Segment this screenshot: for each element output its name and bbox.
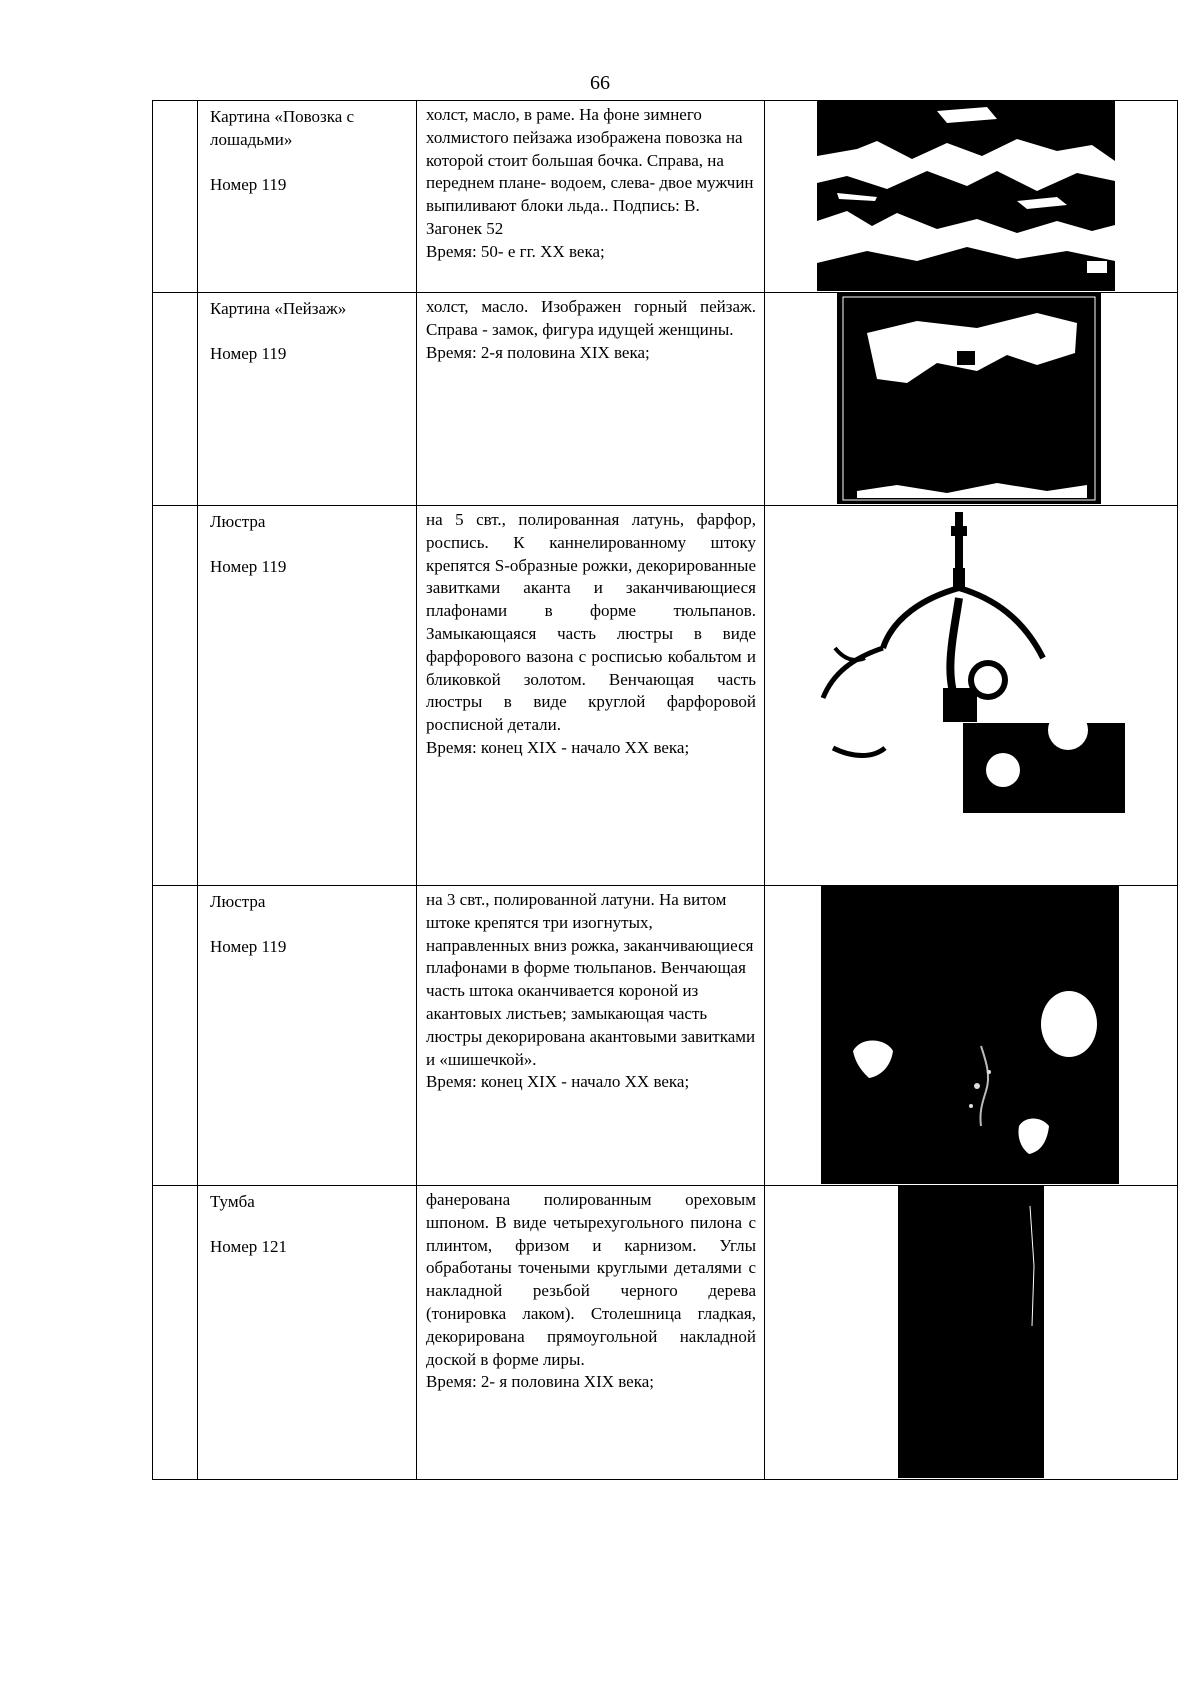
item-description-cell — [417, 1186, 765, 1480]
item-description: на 5 свт., полированная латунь, фарфор, роспись. К каннелированному штоку крепятся S-образные рожки, декорированные завитками аканта и заканчивающиеся плафонами в форме тюльпанов. Замыкающаяся часть люстры в виде фарфорового вазона с росписью кобальтом и бликовкой золотом. Венчающая часть люстры в виде круглой фарфоровой росписной детали. — [426, 510, 756, 735]
item-name-cell — [198, 886, 417, 1186]
item-photo-cell — [765, 886, 1178, 1186]
item-description: холст, масло, в раме. На фоне зимнего холмистого пейзажа изображена повозка на которой стоит большая бочка. Справа, на переднем плане- водоем, слева- двое мужчин выпиливают блоки льда.. Подпись: В. Загонек 52 — [426, 105, 754, 238]
inventory-table — [152, 100, 1178, 1480]
item-date: Время: конец XIX - начало XX века; — [426, 737, 690, 757]
item-date: Время: 2- я половина XIX века; — [426, 1372, 654, 1392]
row-number-cell — [153, 1186, 198, 1480]
painting-horse-cart-photo — [817, 101, 1115, 291]
table-row — [153, 506, 1178, 886]
pedestal-cabinet-photo — [898, 1186, 1044, 1478]
page-number: 66 — [590, 72, 610, 94]
item-description: фанерована полированным ореховым шпоном. В виде четырехугольного пилона с плинтом, фризом и карнизом. Углы обработаны точеными круглыми деталями с накладной резьбой черного дерева (тонировка лаком). Столешница гладкая, декорирована прямоугольной накладной доской в форме лиры. — [426, 1190, 756, 1369]
table-row — [153, 293, 1178, 506]
item-name: Тумба — [210, 1192, 255, 1211]
table-row — [153, 886, 1178, 1186]
item-description-cell — [417, 886, 765, 1186]
row-number-cell — [153, 293, 198, 506]
item-photo-cell — [765, 506, 1178, 886]
item-description-cell — [417, 293, 765, 506]
row-number-cell — [153, 886, 198, 1186]
item-photo-cell — [765, 101, 1178, 293]
item-name: Картина «Пейзаж» — [210, 299, 347, 318]
item-description-cell — [417, 101, 765, 293]
item-date: Время: конец XIX - начало XX века; — [426, 1072, 690, 1092]
item-photo-cell — [765, 1186, 1178, 1480]
item-description: на 3 свт., полированной латуни. На витом штоке крепятся три изогнутых, направленных вниз рожка, заканчивающиеся плафонами в форме тюльпанов. Венчающая часть штока оканчивается короной из акантовых листьев; замыкающая часть люстры декорирована акантовыми завитками и «шишечкой». — [426, 890, 756, 1069]
item-number: Номер 119 — [210, 344, 287, 363]
item-name-cell — [198, 1186, 417, 1480]
row-number-cell — [153, 506, 198, 886]
item-number: Номер 119 — [210, 175, 287, 194]
item-number: Номер 121 — [210, 1237, 288, 1256]
painting-landscape-photo — [837, 293, 1101, 504]
item-description: холст, масло. Изображен горный пейзаж. Справа - замок, фигура идущей женщины. — [426, 297, 756, 339]
item-name-cell — [198, 101, 417, 293]
item-date: Время: 2-я половина XIX века; — [426, 342, 650, 362]
item-name: Люстра — [210, 892, 266, 911]
item-photo-cell — [765, 293, 1178, 506]
table-row — [153, 1186, 1178, 1480]
table-row — [153, 101, 1178, 293]
chandelier-three-lights-photo — [821, 886, 1119, 1184]
item-number: Номер 119 — [210, 937, 287, 956]
item-number: Номер 119 — [210, 557, 287, 576]
item-name-cell — [198, 506, 417, 886]
row-number-cell — [153, 101, 198, 293]
item-name: Люстра — [210, 512, 266, 531]
item-date: Время: 50- е гг. XX века; — [426, 241, 605, 261]
chandelier-five-lights-photo — [813, 508, 1125, 813]
item-description-cell — [417, 506, 765, 886]
item-name: Картина «Повозка с лошадьми» — [210, 107, 355, 149]
item-name-cell — [198, 293, 417, 506]
